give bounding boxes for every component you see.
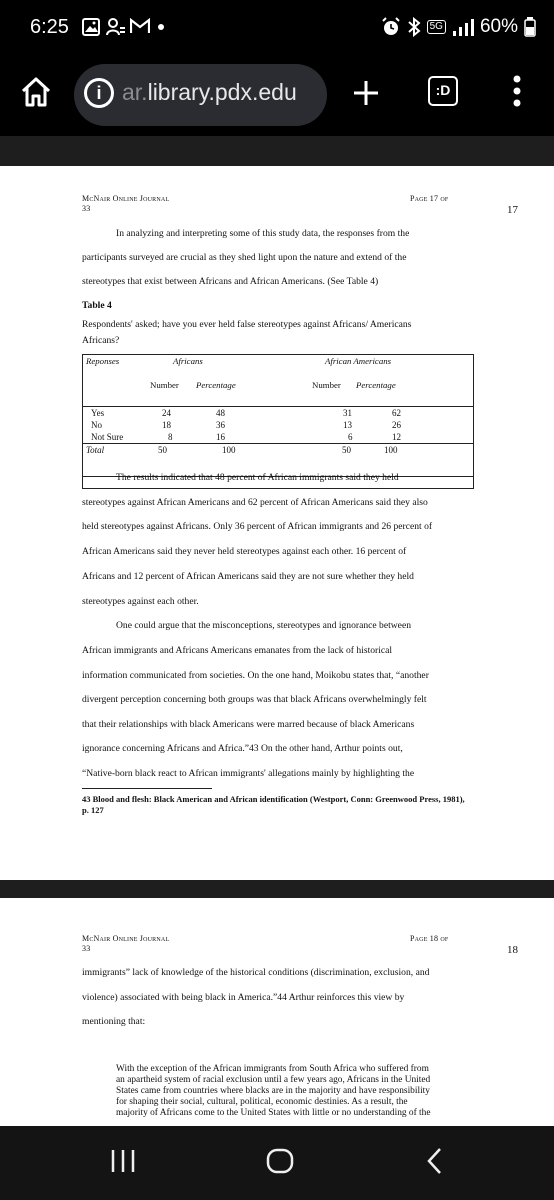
cell: 50	[342, 445, 351, 455]
tab-count: :D	[435, 82, 451, 98]
home-button-icon[interactable]	[265, 1146, 295, 1176]
more-options-icon[interactable]	[512, 74, 522, 108]
block-quote-line: an apartheid system of racial exclusion until a few years ago, Africans in the United	[116, 1075, 431, 1085]
cell: 26	[392, 420, 401, 430]
cell: 8	[168, 432, 173, 442]
status-bar	[0, 0, 554, 60]
people-notification-icon	[106, 18, 126, 36]
cell: 50	[158, 445, 167, 455]
paragraph-line: stereotypes against African Americans and 62 percent of African Americans said they also	[82, 497, 428, 508]
footnote: p. 127	[82, 805, 104, 815]
browser-toolbar	[0, 60, 554, 136]
block-quote-line: States came from countries where blacks are in the majority and have responsibility	[116, 1086, 430, 1096]
paragraph-line: held stereotypes against Africans. Only 36 percent of African immigrants and 26 percent of	[82, 521, 433, 532]
paragraph-line: One could argue that the misconceptions, stereotypes and ignorance between	[116, 620, 411, 631]
bluetooth-icon	[407, 17, 421, 37]
paragraph-line: ignorance concerning Africans and Africa.”43 On the other hand, Arthur points out,	[82, 743, 403, 754]
paragraph-line: that their relationships with black Americans were marred because of black Americans	[82, 719, 415, 730]
home-icon[interactable]	[20, 77, 52, 107]
table-subheader: Percentage	[196, 380, 236, 390]
journal-volume: 33	[82, 944, 91, 953]
table-caption: Africans?	[82, 335, 120, 346]
table-header-africans: Africans	[173, 356, 203, 366]
footnote: 43 Blood and flesh: Black American and African identification (Westport, Conn: Greenwood Press, 1981),	[82, 794, 465, 804]
cell: 12	[392, 432, 401, 442]
row-label: Total	[86, 445, 105, 455]
journal-volume: 33	[82, 204, 91, 213]
row-label: No	[91, 420, 102, 430]
paragraph-line: immigrants” lack of knowledge of the historical conditions (discrimination, exclusion, and	[82, 967, 430, 978]
site-info-icon[interactable]: i	[84, 78, 114, 108]
cell: 100	[222, 445, 236, 455]
row-label: Yes	[91, 408, 105, 418]
paragraph-line: stereotypes against each other.	[82, 596, 199, 607]
paragraph-line: The results indicated that 48 percent of African immigrants said they held	[116, 472, 399, 483]
pdf-page-18	[0, 898, 554, 1126]
table-header-responses: Reponses	[86, 356, 120, 366]
page-label: Page 17 of	[410, 194, 449, 203]
gallery-notification-icon	[82, 18, 100, 36]
journal-title: McNair Online Journal	[82, 934, 170, 943]
block-quote-line: majority of Africans come to the United States with little or no understanding of the	[116, 1108, 431, 1118]
table-header-african-americans: African Americans	[325, 356, 392, 366]
paragraph-line: participants surveyed are crucial as they shed light upon the nature and extend of the	[82, 252, 407, 263]
new-tab-plus-icon[interactable]	[352, 79, 380, 107]
signal-strength-icon	[452, 18, 474, 36]
paragraph-line: African Americans said they never held stereotypes against each other. 16 percent of	[82, 546, 407, 557]
cell: 31	[343, 408, 352, 418]
network-type-badge: 5G	[427, 20, 446, 34]
footnote-separator	[82, 788, 212, 789]
table-subheader: Number	[150, 380, 179, 390]
journal-title: McNair Online Journal	[82, 194, 170, 203]
battery-icon	[524, 17, 536, 37]
gmail-notification-icon	[130, 18, 150, 34]
block-quote-line: for shaping their social, cultural, political, economic destinies. As a result, the	[116, 1097, 408, 1107]
paragraph-line: “Native-born black react to African immigrants' allegations mainly by highlighting the	[82, 768, 415, 779]
cell: 13	[343, 420, 352, 430]
table-subheader: Percentage	[356, 380, 396, 390]
row-label: Not Sure	[91, 432, 124, 442]
cell: 48	[216, 408, 225, 418]
cell: 100	[384, 445, 398, 455]
page-label: Page 18 of	[410, 934, 449, 943]
pdf-page-17	[0, 166, 554, 880]
paragraph-line: Africans and 12 percent of African Americans said they are not sure whether they held	[82, 571, 414, 582]
clock: 6:25	[30, 16, 69, 38]
paragraph-line: mentioning that:	[82, 1016, 146, 1027]
paragraph-line: information communicated from societies. On the one hand, Moikobu states that, “another	[82, 670, 429, 681]
battery-percent: 60%	[479, 16, 518, 37]
table-title: Table 4	[82, 300, 112, 311]
page-number: 17	[507, 204, 518, 216]
cell: 24	[162, 408, 171, 418]
table-rule	[82, 488, 474, 489]
address-bar[interactable]	[74, 64, 327, 126]
back-icon[interactable]	[424, 1146, 444, 1176]
alarm-icon	[381, 17, 401, 37]
system-navigation-bar	[0, 1126, 554, 1200]
table-rule	[82, 406, 474, 407]
tab-switcher-button[interactable]	[428, 76, 458, 106]
url-prefix: ar.	[122, 79, 148, 105]
table-rule	[82, 443, 474, 444]
paragraph-line: divergent perception concerning both groups was that black Africans overwhelmingly felt	[82, 694, 427, 705]
document-viewer[interactable]	[0, 136, 554, 1126]
cell: 36	[216, 420, 225, 430]
paragraph-line: violence) associated with being black in America.”44 Arthur reinforces this view by	[82, 992, 405, 1003]
paragraph-line: African immigrants and Africans Americans emanates from the lack of historical	[82, 645, 393, 656]
cell: 62	[392, 408, 401, 418]
block-quote-line: With the exception of the African immigrants from South Africa who suffered from	[116, 1064, 429, 1074]
page-number: 18	[507, 944, 518, 956]
table-caption: Respondents' asked; have you ever held false stereotypes against Africans/ Americans	[82, 319, 412, 330]
cell: 16	[216, 432, 225, 442]
table-border	[82, 354, 474, 489]
cell: 18	[162, 420, 171, 430]
table-subheader: Number	[312, 380, 341, 390]
paragraph-line: stereotypes that exist between Africans and African Americans. (See Table 4)	[82, 276, 379, 287]
paragraph-line: In analyzing and interpreting some of this study data, the responses from the	[116, 228, 410, 239]
url-domain: library.pdx.edu	[147, 79, 297, 105]
recent-apps-icon[interactable]	[110, 1146, 136, 1176]
status-right-group	[381, 16, 536, 38]
cell: 6	[348, 432, 353, 442]
url-text[interactable]	[122, 79, 297, 106]
more-notifications-dot-icon	[158, 24, 164, 30]
